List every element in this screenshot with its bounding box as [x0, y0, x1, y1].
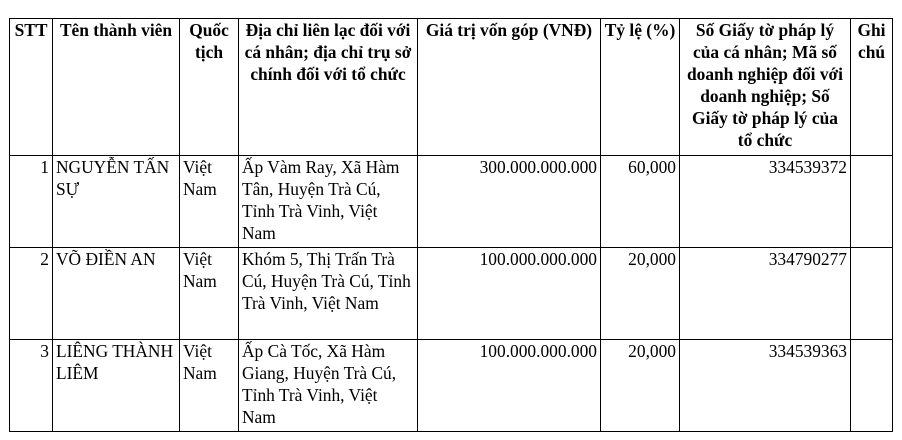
- cell-ratio: 20,000: [601, 248, 680, 340]
- cell-note: [851, 248, 893, 340]
- cell-capital: 300.000.000.000: [418, 156, 601, 248]
- cell-capital: 100.000.000.000: [418, 340, 601, 432]
- cell-legal-id: 334539372: [680, 156, 851, 248]
- table-row: [10, 156, 893, 248]
- cell-stt: 3: [10, 340, 53, 432]
- members-table: [9, 18, 893, 432]
- cell-member-name: VÕ ĐIỀN AN: [53, 248, 180, 340]
- header-address: Địa chỉ liên lạc đối với cá nhân; địa chỉ trụ sở chính đối với tổ chức: [239, 19, 418, 156]
- cell-ratio: 20,000: [601, 340, 680, 432]
- cell-address: Ấp Vàm Ray, Xã Hàm Tân, Huyện Trà Cú, Tỉnh Trà Vinh, Việt Nam: [239, 156, 418, 248]
- cell-member-name: NGUYỄN TẤN SỰ: [53, 156, 180, 248]
- cell-legal-id: 334790277: [680, 248, 851, 340]
- cell-address: Ấp Cà Tốc, Xã Hàm Giang, Huyện Trà Cú, Tỉnh Trà Vinh, Việt Nam: [239, 340, 418, 432]
- cell-member-name: LIÊNG THÀNH LIÊM: [53, 340, 180, 432]
- header-capital: Giá trị vốn góp (VNĐ): [418, 19, 601, 156]
- cell-nationality: Việt Nam: [180, 340, 239, 432]
- cell-address: Khóm 5, Thị Trấn Trà Cú, Huyện Trà Cú, Tỉnh Trà Vinh, Việt Nam: [239, 248, 418, 340]
- header-note: Ghi chú: [851, 19, 893, 156]
- cell-nationality: Việt Nam: [180, 248, 239, 340]
- cell-note: [851, 340, 893, 432]
- table-row: [10, 248, 893, 340]
- header-nationality: Quốc tịch: [180, 19, 239, 156]
- cell-note: [851, 156, 893, 248]
- cell-ratio: 60,000: [601, 156, 680, 248]
- cell-stt: 1: [10, 156, 53, 248]
- cell-stt: 2: [10, 248, 53, 340]
- header-ratio: Tỷ lệ (%): [601, 19, 680, 156]
- header-stt: STT: [10, 19, 53, 156]
- header-member-name: Tên thành viên: [53, 19, 180, 156]
- cell-nationality: Việt Nam: [180, 156, 239, 248]
- header-legal-id: Số Giấy tờ pháp lý của cá nhân; Mã số doanh nghiệp đối với doanh nghiệp; Số Giấy tờ pháp lý của tổ chức: [680, 19, 851, 156]
- header-row: [10, 19, 893, 156]
- table-row: [10, 340, 893, 432]
- cell-legal-id: 334539363: [680, 340, 851, 432]
- cell-capital: 100.000.000.000: [418, 248, 601, 340]
